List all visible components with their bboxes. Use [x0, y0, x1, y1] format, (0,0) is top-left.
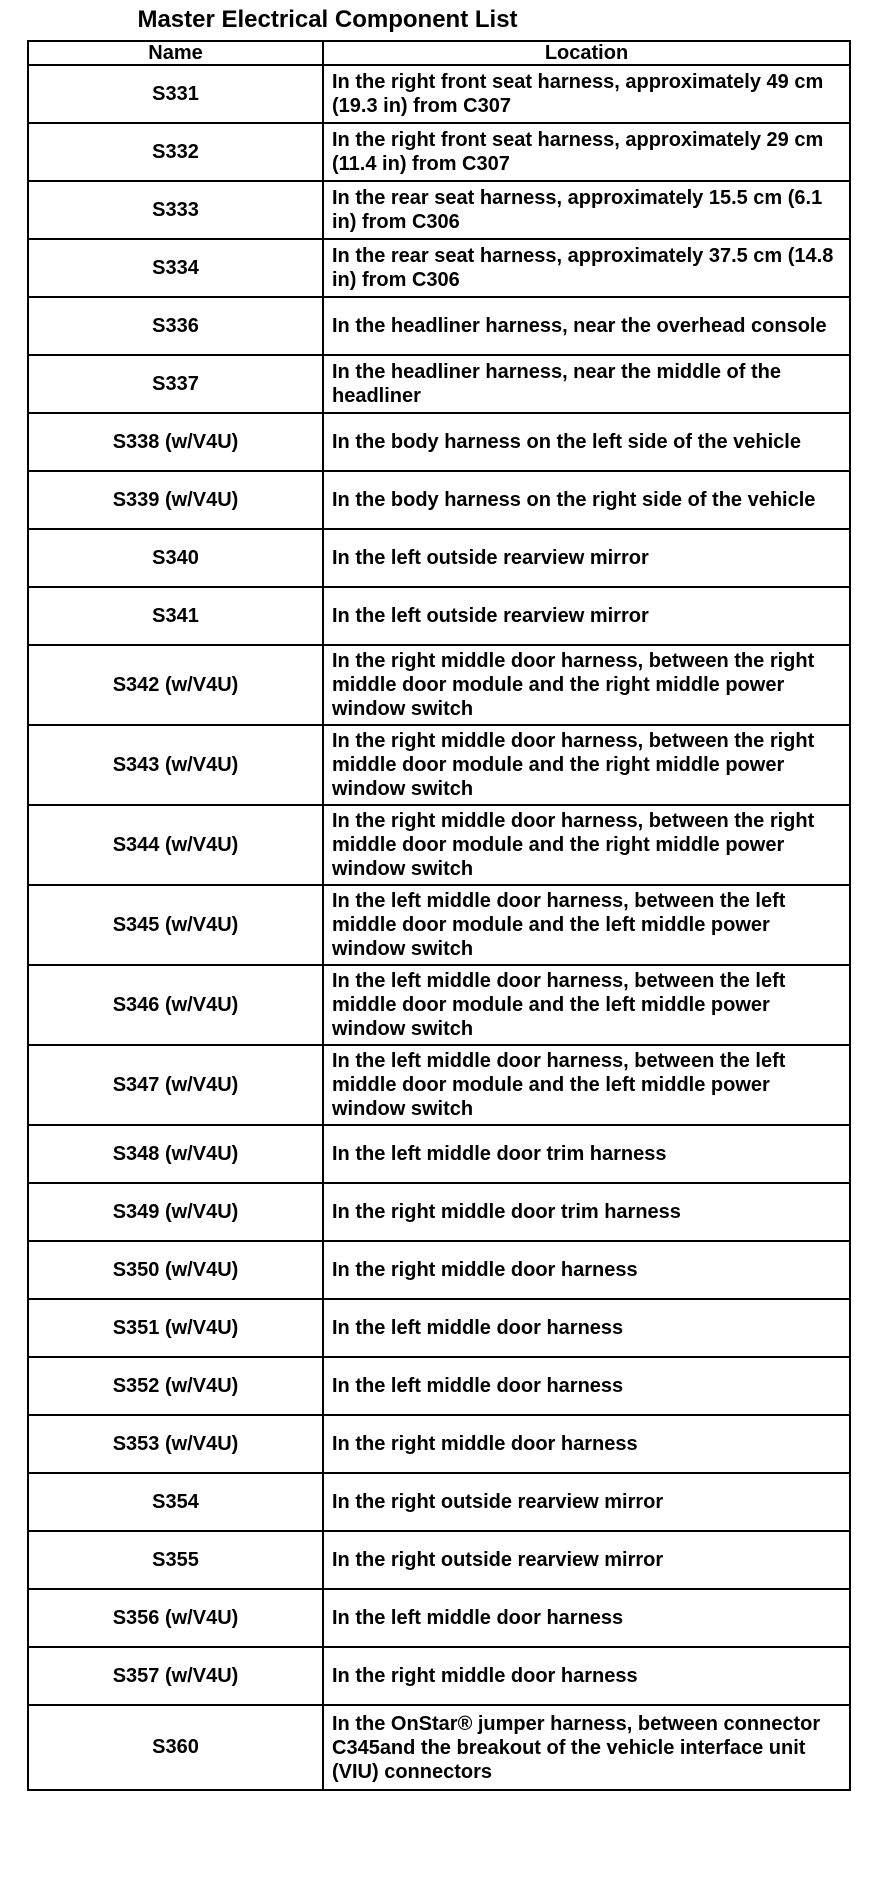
component-name: S333 [28, 181, 323, 239]
table-header-row [28, 41, 850, 65]
component-name: S332 [28, 123, 323, 181]
component-location: In the body harness on the left side of the vehicle [323, 413, 850, 471]
table-row [28, 471, 850, 529]
table-row [28, 355, 850, 413]
component-location: In the headliner harness, near the overhead console [323, 297, 850, 355]
component-table [27, 40, 851, 1791]
component-name: S353 (w/V4U) [28, 1415, 323, 1473]
component-location: In the rear seat harness, approximately 37.5 cm (14.8 in) from C306 [323, 239, 850, 297]
component-location: In the left outside rearview mirror [323, 587, 850, 645]
table-row [28, 65, 850, 123]
component-name: S347 (w/V4U) [28, 1045, 323, 1125]
component-location: In the left middle door harness [323, 1589, 850, 1647]
component-location: In the right middle door harness, between the right middle door module and the right middle power window switch [323, 805, 850, 885]
table-row [28, 965, 850, 1045]
component-name: S357 (w/V4U) [28, 1647, 323, 1705]
component-name: S360 [28, 1705, 323, 1790]
component-name: S354 [28, 1473, 323, 1531]
table-row [28, 1125, 850, 1183]
component-name: S339 (w/V4U) [28, 471, 323, 529]
component-name: S331 [28, 65, 323, 123]
component-location: In the left middle door harness, between the left middle door module and the left middle power window switch [323, 885, 850, 965]
component-name: S340 [28, 529, 323, 587]
table-row [28, 1705, 850, 1790]
table-row [28, 239, 850, 297]
component-location: In the right outside rearview mirror [323, 1531, 850, 1589]
table-row [28, 123, 850, 181]
column-header-name: Name [28, 41, 323, 65]
component-name: S334 [28, 239, 323, 297]
page-title: Master Electrical Component List [137, 6, 518, 33]
table-row [28, 805, 850, 885]
component-location: In the right middle door harness, between the right middle door module and the right middle power window switch [323, 645, 850, 725]
column-header-location: Location [323, 41, 850, 65]
component-location: In the right middle door harness [323, 1241, 850, 1299]
component-name: S356 (w/V4U) [28, 1589, 323, 1647]
component-name: S342 (w/V4U) [28, 645, 323, 725]
table-row [28, 413, 850, 471]
table-row [28, 181, 850, 239]
component-location: In the right middle door trim harness [323, 1183, 850, 1241]
component-name: S344 (w/V4U) [28, 805, 323, 885]
table-row [28, 587, 850, 645]
component-location: In the right middle door harness, between the right middle door module and the right middle power window switch [323, 725, 850, 805]
table-row [28, 1589, 850, 1647]
component-location: In the right front seat harness, approximately 29 cm (11.4 in) from C307 [323, 123, 850, 181]
component-location: In the right middle door harness [323, 1647, 850, 1705]
table-row [28, 1299, 850, 1357]
component-location: In the body harness on the right side of the vehicle [323, 471, 850, 529]
table-row [28, 725, 850, 805]
component-name: S355 [28, 1531, 323, 1589]
component-location: In the right middle door harness [323, 1415, 850, 1473]
table-row [28, 885, 850, 965]
table-row [28, 1241, 850, 1299]
table-row [28, 297, 850, 355]
table-row [28, 529, 850, 587]
component-name: S350 (w/V4U) [28, 1241, 323, 1299]
component-name: S338 (w/V4U) [28, 413, 323, 471]
component-name: S345 (w/V4U) [28, 885, 323, 965]
component-name: S337 [28, 355, 323, 413]
component-location: In the right front seat harness, approximately 49 cm (19.3 in) from C307 [323, 65, 850, 123]
table-row [28, 1473, 850, 1531]
component-location: In the headliner harness, near the middle of the headliner [323, 355, 850, 413]
component-location: In the left middle door harness, between the left middle door module and the left middle power window switch [323, 1045, 850, 1125]
component-location: In the left outside rearview mirror [323, 529, 850, 587]
component-location: In the left middle door harness [323, 1299, 850, 1357]
component-name: S348 (w/V4U) [28, 1125, 323, 1183]
table-row [28, 1415, 850, 1473]
component-name: S346 (w/V4U) [28, 965, 323, 1045]
table-row [28, 645, 850, 725]
component-name: S349 (w/V4U) [28, 1183, 323, 1241]
component-location: In the rear seat harness, approximately 15.5 cm (6.1 in) from C306 [323, 181, 850, 239]
component-name: S341 [28, 587, 323, 645]
component-location: In the OnStar® jumper harness, between connector C345and the breakout of the vehicle interface unit (VIU) connectors [323, 1705, 850, 1790]
component-location: In the right outside rearview mirror [323, 1473, 850, 1531]
table-row [28, 1045, 850, 1125]
table-row [28, 1531, 850, 1589]
component-name: S352 (w/V4U) [28, 1357, 323, 1415]
component-location: In the left middle door trim harness [323, 1125, 850, 1183]
table-row [28, 1647, 850, 1705]
component-location: In the left middle door harness, between the left middle door module and the left middle power window switch [323, 965, 850, 1045]
table-row [28, 1357, 850, 1415]
component-name: S336 [28, 297, 323, 355]
component-location: In the left middle door harness [323, 1357, 850, 1415]
component-name: S343 (w/V4U) [28, 725, 323, 805]
table-row [28, 1183, 850, 1241]
component-name: S351 (w/V4U) [28, 1299, 323, 1357]
